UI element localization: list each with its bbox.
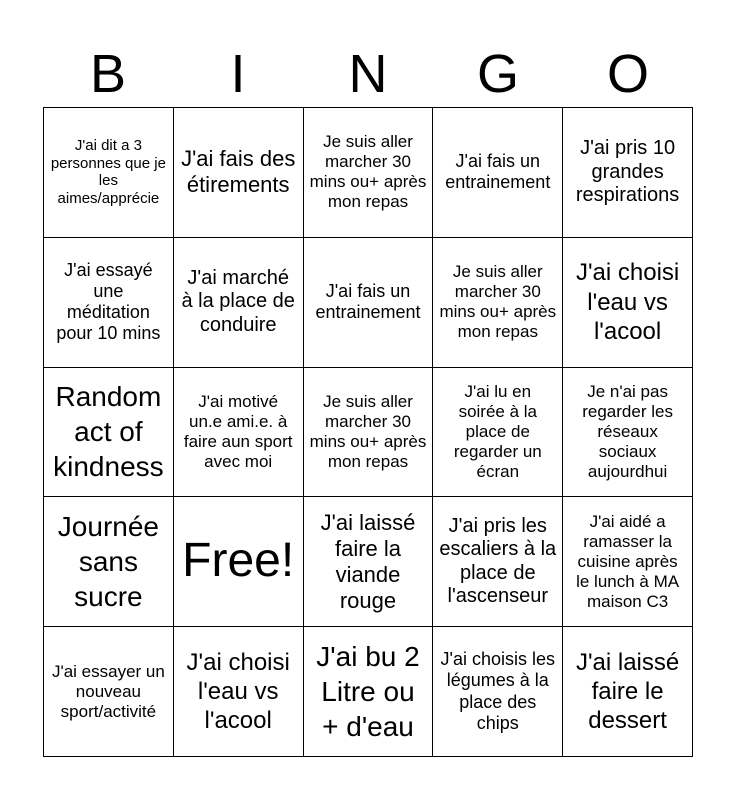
bingo-cell-r5c4[interactable] xyxy=(433,627,563,757)
bingo-cell-r5c2[interactable] xyxy=(174,627,304,757)
bingo-cell-r5c3[interactable] xyxy=(304,627,434,757)
bingo-cell-r1c1[interactable] xyxy=(44,108,174,238)
cell-text: J'ai bu 2 Litre ou + d'eau xyxy=(316,641,420,743)
cell-text: J'ai fais un entrainement xyxy=(445,151,551,193)
bingo-cell-r5c1[interactable] xyxy=(44,627,174,757)
bingo-cell-r1c4[interactable] xyxy=(433,108,563,238)
bingo-cell-r3c1[interactable] xyxy=(44,368,174,498)
bingo-cell-r2c4[interactable] xyxy=(433,238,563,368)
bingo-cell-r4c5[interactable] xyxy=(563,497,693,627)
bingo-cell-r4c3[interactable] xyxy=(304,497,434,627)
bingo-cell-r3c3[interactable] xyxy=(304,368,434,498)
cell-text: Je suis aller marcher 30 mins ou+ après mon repas xyxy=(309,132,427,212)
bingo-cell-r1c2[interactable] xyxy=(174,108,304,238)
cell-text: J'ai choisi l'eau vs l'acool xyxy=(186,648,290,735)
bingo-title xyxy=(43,40,693,108)
cell-text: J'ai pris les escaliers à la place de l'ascenseur xyxy=(439,514,557,608)
bingo-cell-r5c5[interactable] xyxy=(563,627,693,757)
title-letter-b: B xyxy=(89,44,127,104)
bingo-cell-r2c2[interactable] xyxy=(174,238,304,368)
bingo-cell-r1c3[interactable] xyxy=(304,108,434,238)
title-letter-i: I xyxy=(230,44,246,104)
bingo-cell-r3c4[interactable] xyxy=(433,368,563,498)
cell-text: J'ai fais un entrainement xyxy=(315,280,421,323)
title-letter-g: G xyxy=(476,44,519,104)
title-letter-o: O xyxy=(606,44,649,104)
cell-text: J'ai choisi l'eau vs l'acool xyxy=(575,259,680,345)
cell-text: J'ai motivé un.e ami.e. à faire aun sport avec moi xyxy=(183,391,293,472)
cell-text: J'ai choisis les légumes à la place des chips xyxy=(440,649,556,733)
bingo-cell-r3c2[interactable] xyxy=(174,368,304,498)
cell-text: J'ai pris 10 grandes respirations xyxy=(575,137,680,207)
cell-text: J'ai dit a 3 personnes que je les aimes/apprécie xyxy=(50,137,166,208)
cell-text: J'ai laissé faire la viande rouge xyxy=(320,509,416,613)
cell-text: J'ai laissé faire le dessert xyxy=(575,648,680,735)
cell-text: Je n'ai pas regarder les réseaux sociaux aujourdhui xyxy=(582,381,673,482)
bingo-cell-r2c5[interactable] xyxy=(563,238,693,368)
cell-text: Je suis aller marcher 30 mins ou+ après mon repas xyxy=(439,262,557,342)
cell-text: J'ai lu en soirée à la place de regarder un écran xyxy=(453,381,542,482)
cell-text: J'ai marché à la place de conduire xyxy=(181,266,295,336)
bingo-cell-r1c5[interactable] xyxy=(563,108,693,238)
cell-text: Free! xyxy=(182,534,295,588)
cell-text: Random act of kindness xyxy=(53,381,164,483)
cell-text: Journée sans sucre xyxy=(57,511,159,613)
cell-text: J'ai fais des étirements xyxy=(181,146,296,198)
bingo-cell-r4c2[interactable] xyxy=(174,497,304,627)
bingo-cell-r2c1[interactable] xyxy=(44,238,174,368)
cell-text: J'ai essayé une méditation pour 10 mins xyxy=(56,259,161,344)
cell-text: Je suis aller marcher 30 mins ou+ après mon repas xyxy=(309,391,427,472)
title-letter-n: N xyxy=(348,44,388,104)
bingo-cell-r4c4[interactable] xyxy=(433,497,563,627)
bingo-board xyxy=(43,107,693,757)
bingo-cell-r4c1[interactable] xyxy=(44,497,174,627)
bingo-cell-r2c3[interactable] xyxy=(304,238,434,368)
bingo-cell-r3c5[interactable] xyxy=(563,368,693,498)
cell-text: J'ai aidé a ramasser la cuisine après le lunch à MA maison C3 xyxy=(576,511,680,611)
cell-text: J'ai essayer un nouveau sport/activité xyxy=(51,661,165,721)
